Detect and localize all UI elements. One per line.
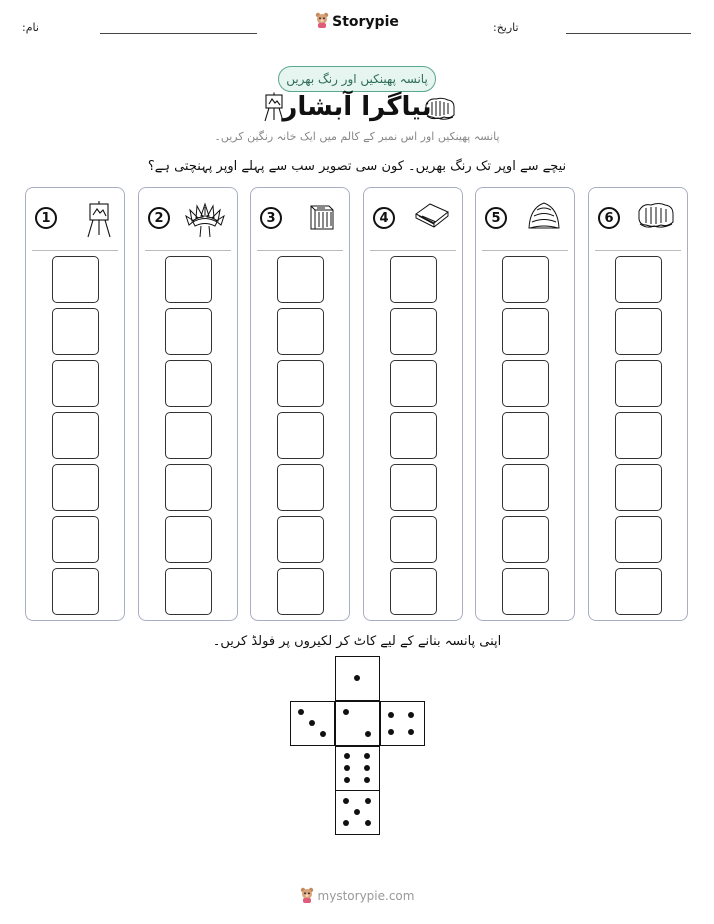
color-box[interactable]: [52, 256, 99, 303]
die-pip: [343, 798, 349, 804]
color-box[interactable]: [502, 464, 549, 511]
die-pip: [364, 753, 370, 759]
title-waterfall-icon: [424, 95, 456, 125]
color-box[interactable]: [390, 412, 437, 459]
column-divider: [482, 250, 568, 251]
cut-fold-instruction: اپنی پانسہ بنانے کے لیے کاٹ کر لکیروں پر فولڈ کریں۔: [212, 634, 502, 649]
brand-logo: [0, 12, 714, 32]
die-pip: [354, 675, 360, 681]
color-box[interactable]: [165, 464, 212, 511]
color-box[interactable]: [277, 464, 324, 511]
color-box[interactable]: [165, 516, 212, 563]
die-pip: [309, 720, 315, 726]
book-icon: [414, 200, 450, 234]
color-box[interactable]: [615, 516, 662, 563]
column-number: 1: [35, 207, 57, 229]
color-box[interactable]: [165, 256, 212, 303]
die-face: [290, 701, 335, 746]
die-pip: [388, 729, 394, 735]
die-pip: [298, 709, 304, 715]
die-pip: [344, 777, 350, 783]
footer-site[interactable]: mystorypie.com: [317, 889, 415, 903]
column-divider: [595, 250, 681, 251]
pill-label: پانسہ پھینکیں اور رنگ بھریں: [278, 66, 436, 92]
die-face: [335, 701, 380, 746]
color-box[interactable]: [277, 568, 324, 615]
color-box[interactable]: [52, 412, 99, 459]
color-box[interactable]: [52, 464, 99, 511]
column-6: [588, 187, 688, 621]
die-face: [380, 701, 425, 746]
name-label: نام:: [22, 21, 39, 34]
color-box[interactable]: [277, 308, 324, 355]
color-box[interactable]: [52, 308, 99, 355]
bear-logo-icon: [315, 12, 329, 32]
color-box[interactable]: [390, 308, 437, 355]
color-box[interactable]: [277, 256, 324, 303]
color-box[interactable]: [52, 568, 99, 615]
column-number: 4: [373, 207, 395, 229]
color-box[interactable]: [52, 360, 99, 407]
color-box[interactable]: [615, 308, 662, 355]
die-pip: [320, 731, 326, 737]
die-face: [335, 656, 380, 701]
column-divider: [257, 250, 343, 251]
color-box[interactable]: [502, 516, 549, 563]
color-box[interactable]: [502, 568, 549, 615]
die-pip: [344, 765, 350, 771]
column-number: 2: [148, 207, 170, 229]
die-pip: [388, 712, 394, 718]
column-3: [250, 187, 350, 621]
color-box[interactable]: [615, 412, 662, 459]
color-box[interactable]: [165, 360, 212, 407]
waterfall-icon: [637, 200, 675, 234]
easel-icon: [86, 200, 112, 242]
date-line: [566, 33, 691, 34]
color-box[interactable]: [165, 308, 212, 355]
color-box[interactable]: [277, 412, 324, 459]
die-pip: [343, 820, 349, 826]
color-box[interactable]: [165, 568, 212, 615]
bear-logo-icon: [300, 887, 314, 906]
rock-mound-icon: [526, 200, 562, 236]
column-divider: [145, 250, 231, 251]
name-line: [100, 33, 257, 34]
column-number: 6: [598, 207, 620, 229]
column-1: [25, 187, 125, 621]
column-number: 5: [485, 207, 507, 229]
page-title: نیاگرا آبشار: [282, 92, 432, 122]
brand-name: Storypie: [332, 14, 399, 30]
die-pip: [364, 765, 370, 771]
color-box[interactable]: [277, 516, 324, 563]
tree-stump-icon: [305, 200, 337, 236]
color-box[interactable]: [615, 256, 662, 303]
color-box[interactable]: [390, 360, 437, 407]
color-box[interactable]: [390, 256, 437, 303]
question: نیچے سے اوپر تک رنگ بھریں۔ کون سی تصویر سب سے پہلے اوپر پہنچتی ہے؟: [147, 159, 567, 174]
color-box[interactable]: [390, 464, 437, 511]
die-pip: [344, 753, 350, 759]
subtitle: پانسہ پھینکیں اور اس نمبر کے کالم میں ایک خانہ رنگین کریں۔: [214, 130, 500, 143]
date-label: تاریخ:: [493, 21, 519, 34]
die-pip: [354, 809, 360, 815]
color-box[interactable]: [390, 568, 437, 615]
color-box[interactable]: [502, 360, 549, 407]
die-pip: [365, 731, 371, 737]
feather-headdress-icon: [185, 200, 225, 242]
column-5: [475, 187, 575, 621]
footer: [0, 887, 714, 906]
color-box[interactable]: [502, 308, 549, 355]
die-pip: [343, 709, 349, 715]
color-box[interactable]: [615, 568, 662, 615]
die-face: [335, 790, 380, 835]
column-number: 3: [260, 207, 282, 229]
color-box[interactable]: [165, 412, 212, 459]
die-pip: [365, 798, 371, 804]
color-box[interactable]: [502, 412, 549, 459]
die-pip: [408, 712, 414, 718]
die-face: [335, 746, 380, 791]
column-divider: [32, 250, 118, 251]
color-box[interactable]: [615, 464, 662, 511]
color-box[interactable]: [277, 360, 324, 407]
color-box[interactable]: [52, 516, 99, 563]
column-2: [138, 187, 238, 621]
die-pip: [365, 820, 371, 826]
die-pip: [408, 729, 414, 735]
column-divider: [370, 250, 456, 251]
color-box[interactable]: [502, 256, 549, 303]
color-box[interactable]: [390, 516, 437, 563]
die-pip: [364, 777, 370, 783]
color-box[interactable]: [615, 360, 662, 407]
column-4: [363, 187, 463, 621]
